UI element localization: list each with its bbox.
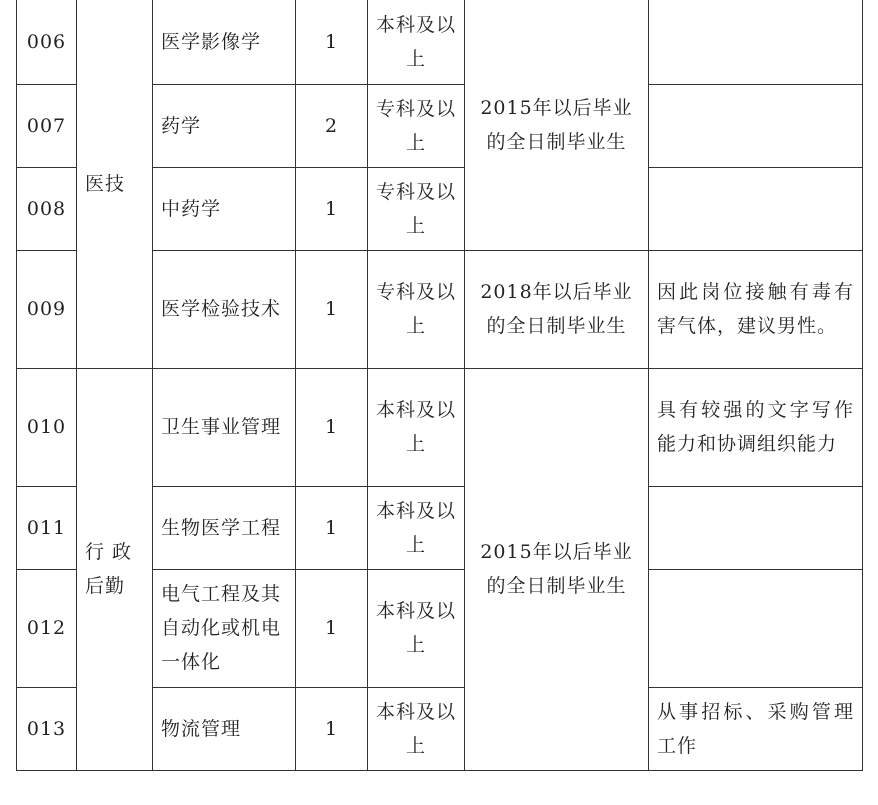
position-code: 010 xyxy=(17,368,77,486)
note-cell xyxy=(649,167,863,250)
education-cell: 本科及以上 xyxy=(368,569,465,687)
education-cell: 本科及以上 xyxy=(368,486,465,569)
major-cell: 生物医学工程 xyxy=(153,486,296,569)
headcount-cell: 1 xyxy=(296,167,368,250)
headcount-cell: 1 xyxy=(296,250,368,368)
category-cell: 医技 xyxy=(77,0,153,368)
education-cell: 本科及以上 xyxy=(368,368,465,486)
note-cell: 具有较强的文字写作能力和协调组织能力 xyxy=(649,368,863,486)
headcount-cell: 1 xyxy=(296,368,368,486)
education-cell: 本科及以上 xyxy=(368,687,465,770)
note-cell: 从事招标、采购管理工作 xyxy=(649,687,863,770)
headcount-cell: 1 xyxy=(296,569,368,687)
note-cell xyxy=(649,84,863,167)
position-code: 007 xyxy=(17,84,77,167)
education-cell: 专科及以上 xyxy=(368,167,465,250)
position-code: 008 xyxy=(17,167,77,250)
position-code: 009 xyxy=(17,250,77,368)
headcount-cell: 2 xyxy=(296,84,368,167)
table-row xyxy=(17,0,863,84)
major-cell: 医学检验技术 xyxy=(153,250,296,368)
headcount-cell: 1 xyxy=(296,0,368,84)
education-cell: 专科及以上 xyxy=(368,84,465,167)
education-cell: 专科及以上 xyxy=(368,250,465,368)
note-cell xyxy=(649,486,863,569)
category-cell: 行 政后勤 xyxy=(77,368,153,770)
note-cell xyxy=(649,0,863,84)
headcount-cell: 1 xyxy=(296,486,368,569)
requirement-cell: 2015年以后毕业的全日制毕业生 xyxy=(465,0,649,250)
requirement-cell: 2018年以后毕业的全日制毕业生 xyxy=(465,250,649,368)
requirement-cell: 2015年以后毕业的全日制毕业生 xyxy=(465,368,649,770)
position-code: 013 xyxy=(17,687,77,770)
table-row xyxy=(17,368,863,486)
headcount-cell: 1 xyxy=(296,687,368,770)
major-cell: 卫生事业管理 xyxy=(153,368,296,486)
position-code: 006 xyxy=(17,0,77,84)
major-cell: 药学 xyxy=(153,84,296,167)
major-cell: 中药学 xyxy=(153,167,296,250)
major-cell: 物流管理 xyxy=(153,687,296,770)
job-positions-table xyxy=(16,0,863,771)
position-code: 011 xyxy=(17,486,77,569)
note-cell: 因此岗位接触有毒有害气体，建议男性。 xyxy=(649,250,863,368)
major-cell: 医学影像学 xyxy=(153,0,296,84)
major-cell: 电气工程及其自动化或机电一体化 xyxy=(153,569,296,687)
position-code: 012 xyxy=(17,569,77,687)
note-cell xyxy=(649,569,863,687)
education-cell: 本科及以上 xyxy=(368,0,465,84)
